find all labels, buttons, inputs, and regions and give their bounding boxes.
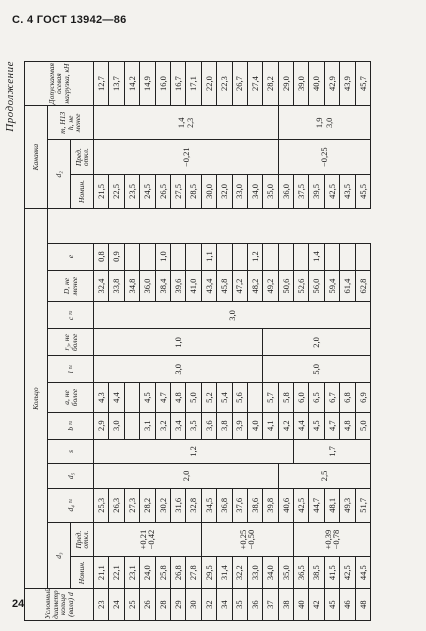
cell-diameter: 42 (309, 589, 324, 621)
cell-d4: 49,3 (340, 488, 355, 522)
cell-d2: 42,5 (324, 174, 339, 208)
cell-D: 34,8 (124, 270, 139, 302)
cell-d4: 27,3 (124, 488, 139, 522)
cell-D: 62,8 (355, 270, 370, 302)
cell-d3: 25,8 (155, 557, 170, 589)
cell-a: 6,5 (309, 383, 324, 412)
cell-l: 3,0 (94, 356, 263, 383)
cell-b: 4,1 (263, 412, 278, 439)
cell-d3: 29,5 (201, 557, 216, 589)
cell-h: 3,0 (324, 117, 334, 128)
cell-b: 4,7 (324, 412, 339, 439)
cell-b: 5,0 (355, 412, 370, 439)
cell-diameter: 40 (294, 589, 309, 621)
page-number: 24 (12, 598, 25, 610)
table-row (94, 62, 109, 621)
cell-gap (217, 209, 232, 244)
cell-d4: 28,2 (140, 488, 155, 522)
col-d2-tolerance: Пред. откл. (71, 140, 94, 174)
cell-gap (324, 209, 339, 244)
cell-gap (186, 209, 201, 244)
cell-d2: 21,5 (94, 174, 109, 208)
cell-d2: 23,5 (124, 174, 139, 208)
cell-D: 36,0 (140, 270, 155, 302)
cell-gap (263, 209, 278, 244)
cell-d2: 22,5 (109, 174, 124, 208)
cell-diameter: 48 (355, 589, 370, 621)
cell-gap (201, 209, 216, 244)
cell-d2: 37,5 (294, 174, 309, 208)
cell-a: 6,8 (340, 383, 355, 412)
cell-e: 1,4 (309, 243, 324, 270)
cell-gap (155, 209, 170, 244)
col-c: c ≈ (48, 302, 94, 329)
cell-d3: 34,0 (263, 557, 278, 589)
cell-d4: 32,8 (186, 488, 201, 522)
cell-load: 16,0 (155, 62, 170, 106)
cell-load: 39,0 (294, 62, 309, 106)
cell-D: 43,4 (201, 270, 216, 302)
cell-b: 3,2 (155, 412, 170, 439)
cell-diameter: 32 (201, 589, 216, 621)
cell-a: 4,3 (94, 383, 109, 412)
cell-D: 38,4 (155, 270, 170, 302)
cell-b: 3,6 (201, 412, 216, 439)
cell-d4: 36,8 (217, 488, 232, 522)
cell-D: 39,6 (170, 270, 185, 302)
cell-d4: 40,6 (278, 488, 293, 522)
cell-s: 1,2 (94, 439, 294, 464)
cell-diameter: 25 (124, 589, 139, 621)
cell-b: 4,2 (278, 412, 293, 439)
cell-d2: 45,5 (355, 174, 370, 208)
cell-load: 28,2 (263, 62, 278, 106)
cell-d2: 32,0 (217, 174, 232, 208)
cell-e: 1,0 (155, 243, 170, 270)
cell-d4: 38,6 (247, 488, 262, 522)
cell-diameter: 28 (155, 589, 170, 621)
cell-diameter: 35 (232, 589, 247, 621)
cell-d3: 36,5 (294, 557, 309, 589)
cell-d4: 30,2 (155, 488, 170, 522)
cell-d2: 30,0 (201, 174, 216, 208)
cell-d4: 37,6 (232, 488, 247, 522)
cell-d3-tolerance: +0,39 −0,78 (294, 522, 371, 556)
cell-gap (109, 209, 124, 244)
col-d4: d₄ ≈ (48, 488, 94, 522)
cell-d3: 31,4 (217, 557, 232, 589)
rotated-table-block (4, 61, 404, 621)
col-group-ring: Кольцо (25, 209, 48, 589)
cell-gap (278, 209, 293, 244)
cell-e: 1,1 (201, 243, 216, 270)
cell-r3: 1,0 (94, 329, 263, 356)
cell-s: 1,7 (294, 439, 371, 464)
cell-gap (170, 209, 185, 244)
cell-d3: 23,1 (124, 557, 139, 589)
cell-d2: 33,0 (232, 174, 247, 208)
cell-load: 42,9 (324, 62, 339, 106)
col-s: s (48, 439, 94, 464)
cell-load: 40,0 (309, 62, 324, 106)
cell-a: 5,4 (217, 383, 232, 412)
cell-c: 3,0 (94, 302, 371, 329)
cell-e (124, 243, 139, 270)
cell-d4: 51,7 (355, 488, 370, 522)
cell-h: 2,3 (186, 117, 196, 128)
cell-b: 3,8 (217, 412, 232, 439)
col-nominal-diameter: Условный диаметр кольца (вала) d (25, 589, 94, 621)
cell-d4: 31,6 (170, 488, 185, 522)
cell-diameter: 26 (140, 589, 155, 621)
col-group-groove: Канавка (25, 106, 48, 209)
col-load: Допускаемая осевая нагрузка, кН (25, 62, 94, 106)
cell-e (232, 243, 247, 270)
cell-d2: 43,5 (340, 174, 355, 208)
cell-d3-tolerance: +0,25 −0,50 (201, 522, 293, 556)
cell-a: 4,7 (155, 383, 170, 412)
cell-diameter: 23 (94, 589, 109, 621)
cell-e (217, 243, 232, 270)
cell-e: 1,2 (247, 243, 262, 270)
cell-load: 27,4 (247, 62, 262, 106)
cell-a: 5,0 (186, 383, 201, 412)
cell-b: 3,0 (109, 412, 124, 439)
cell-D: 50,6 (278, 270, 293, 302)
cell-a (124, 383, 139, 412)
cell-e (278, 243, 293, 270)
cell-d3-tolerance: +0,21 −0,42 (94, 522, 202, 556)
cell-b: 4,5 (309, 412, 324, 439)
cell-d3: 41,5 (324, 557, 339, 589)
cell-e: 0,9 (109, 243, 124, 270)
cell-b: 3,4 (170, 412, 185, 439)
col-h: h, не менее (65, 113, 83, 133)
page-header: С. 4 ГОСТ 13942—86 (12, 14, 127, 26)
col-b: b ≈ (48, 412, 94, 439)
cell-diameter: 34 (217, 589, 232, 621)
cell-b: 4,4 (294, 412, 309, 439)
table-body (94, 62, 371, 621)
cell-load: 12,7 (94, 62, 109, 106)
cell-gap (294, 209, 309, 244)
cell-d2: 34,0 (247, 174, 262, 208)
cell-load: 29,0 (278, 62, 293, 106)
cell-D: 49,2 (263, 270, 278, 302)
col-d2: d₂ (48, 140, 71, 209)
cell-diameter: 45 (324, 589, 339, 621)
col-a: a, не более (48, 383, 94, 412)
cell-a: 6,7 (324, 383, 339, 412)
cell-d2: 28,5 (186, 174, 201, 208)
cell-load: 14,2 (124, 62, 139, 106)
cell-diameter: 36 (247, 589, 262, 621)
cell-diameter: 46 (340, 589, 355, 621)
cell-d5: 2,0 (94, 464, 279, 489)
cell-l: 5,0 (263, 356, 371, 383)
cell-d3: 26,8 (170, 557, 185, 589)
cell-m: 1,4 2,3 (94, 106, 279, 140)
cell-gap (124, 209, 139, 244)
cell-d3: 22,1 (109, 557, 124, 589)
cell-e (170, 243, 185, 270)
cell-b: 4,0 (247, 412, 262, 439)
cell-r3: 2,0 (263, 329, 371, 356)
cell-gap (232, 209, 247, 244)
cell-d3: 24,0 (140, 557, 155, 589)
cell-d2: 26,5 (155, 174, 170, 208)
cell-b: 2,9 (94, 412, 109, 439)
cell-a: 6,0 (294, 383, 309, 412)
cell-d3: 38,5 (309, 557, 324, 589)
col-d5: d₅ (48, 464, 94, 489)
cell-d3: 35,0 (278, 557, 293, 589)
col-m-h (48, 106, 94, 140)
cell-diameter: 37 (263, 589, 278, 621)
cell-D: 32,4 (94, 270, 109, 302)
cell-load: 22,0 (201, 62, 216, 106)
cell-e: 0,8 (94, 243, 109, 270)
cell-d5: 2,5 (278, 464, 370, 489)
cell-load: 17,1 (186, 62, 201, 106)
cell-d2: 35,0 (263, 174, 278, 208)
cell-e (140, 243, 155, 270)
cell-d4: 26,3 (109, 488, 124, 522)
cell-load: 13,7 (109, 62, 124, 106)
col-e: e (48, 243, 94, 270)
cell-e (324, 243, 339, 270)
cell-D: 52,6 (294, 270, 309, 302)
cell-d2-tolerance: −0,25 (278, 140, 370, 174)
cell-d3: 44,5 (355, 557, 370, 589)
cell-diameter: 38 (278, 589, 293, 621)
col-d2-nominal: Номин. (71, 174, 94, 208)
cell-D: 47,2 (232, 270, 247, 302)
col-l: l ≈ (48, 356, 94, 383)
cell-load: 14,9 (140, 62, 155, 106)
cell-d3: 42,5 (340, 557, 355, 589)
cell-d3: 33,0 (247, 557, 262, 589)
cell-D: 56,0 (309, 270, 324, 302)
cell-a: 4,5 (140, 383, 155, 412)
col-d3: d₃ (48, 522, 71, 588)
cell-b: 4,8 (340, 412, 355, 439)
cell-a: 4,4 (109, 383, 124, 412)
cell-d3: 32,2 (232, 557, 247, 589)
cell-a: 5,2 (201, 383, 216, 412)
cell-b: 3,9 (232, 412, 247, 439)
col-D: D, не менее (48, 270, 94, 302)
cell-a: 5,8 (278, 383, 293, 412)
cell-e (294, 243, 309, 270)
cell-d2-tolerance: −0,21 (94, 140, 279, 174)
cell-D: 59,4 (324, 270, 339, 302)
col-m: m, H13 (58, 111, 68, 134)
cell-d2: 36,0 (278, 174, 293, 208)
cell-load: 22,3 (217, 62, 232, 106)
continuation-label: Продолжение (4, 61, 16, 132)
cell-m: 1,9 3,0 (278, 106, 370, 140)
cell-load: 26,7 (232, 62, 247, 106)
cell-d3: 27,8 (186, 557, 201, 589)
dimensions-table (24, 61, 371, 621)
cell-a: 6,9 (355, 383, 370, 412)
cell-D: 41,0 (186, 270, 201, 302)
cell-gap (94, 209, 109, 244)
cell-a (247, 383, 262, 412)
cell-d3: 21,1 (94, 557, 109, 589)
cell-a: 5,6 (232, 383, 247, 412)
cell-d2: 27,5 (170, 174, 185, 208)
cell-gap (247, 209, 262, 244)
cell-gap (140, 209, 155, 244)
cell-gap (355, 209, 370, 244)
cell-b: 3,1 (140, 412, 155, 439)
cell-e (355, 243, 370, 270)
cell-d4: 34,5 (201, 488, 216, 522)
cell-diameter: 29 (170, 589, 185, 621)
cell-load: 43,9 (340, 62, 355, 106)
cell-e (263, 243, 278, 270)
cell-d4: 25,3 (94, 488, 109, 522)
cell-e (340, 243, 355, 270)
cell-D: 61,4 (340, 270, 355, 302)
cell-d4: 44,7 (309, 488, 324, 522)
cell-diameter: 24 (109, 589, 124, 621)
cell-a: 4,8 (170, 383, 185, 412)
cell-D: 45,8 (217, 270, 232, 302)
cell-load: 16,7 (170, 62, 185, 106)
cell-b: 3,5 (186, 412, 201, 439)
cell-load: 45,7 (355, 62, 370, 106)
cell-D: 33,8 (109, 270, 124, 302)
col-d3-tolerance: Пред. откл. (71, 522, 94, 556)
cell-d4: 42,5 (294, 488, 309, 522)
cell-b (124, 412, 139, 439)
cell-a: 5,7 (263, 383, 278, 412)
cell-d2: 39,5 (309, 174, 324, 208)
cell-gap (309, 209, 324, 244)
cell-d2: 24,5 (140, 174, 155, 208)
cell-d4: 39,8 (263, 488, 278, 522)
cell-diameter: 30 (186, 589, 201, 621)
cell-e (186, 243, 201, 270)
cell-d4: 48,1 (324, 488, 339, 522)
cell-gap (340, 209, 355, 244)
cell-D: 48,2 (247, 270, 262, 302)
col-r3: r₃, не более (48, 329, 94, 356)
col-d3-nominal: Номин. (71, 557, 94, 589)
